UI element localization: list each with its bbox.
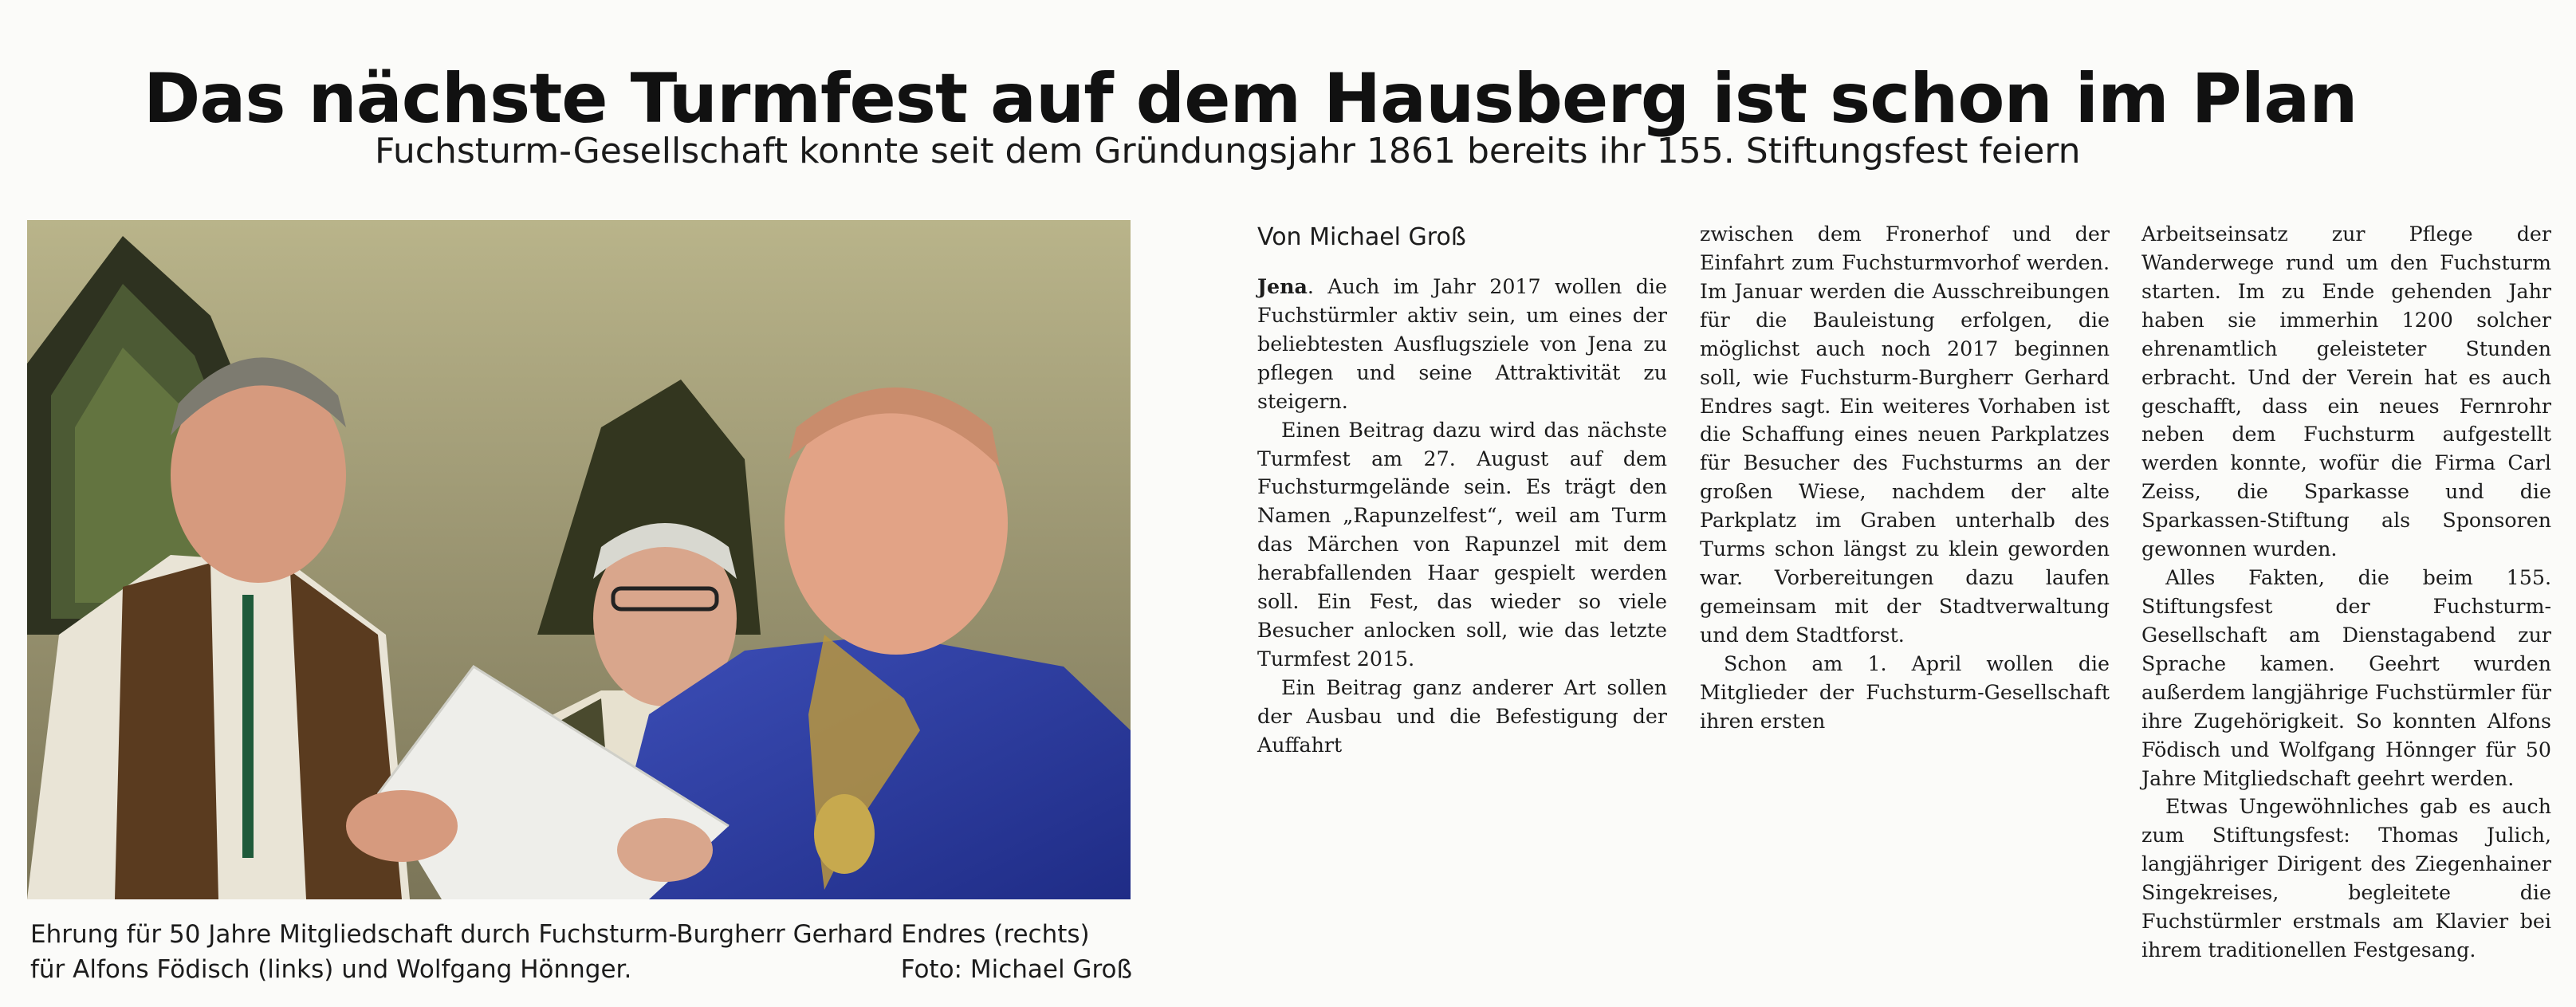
article-paragraph-2: Einen Beitrag dazu wird das nächste Turmfest am 27. August auf dem Fuchsturmgelände sein. Es trägt den Namen „Rapunzelfest“, weil am Turm das Märchen von Rapunzel mit dem herabfallenden Haar gespielt werden soll. Ein Fest, das wieder so viele Besucher anlocken soll, wie das letzte Turmfest 2015.	[1257, 418, 1667, 671]
photo-illustration	[27, 220, 1131, 899]
article-column-1	[1257, 220, 1667, 760]
article-column-3	[2141, 220, 2551, 965]
byline: Von Michael Groß	[1257, 223, 1466, 251]
caption-line-1: Ehrung für 50 Jahre Mitgliedschaft durch Fuchsturm-Burgherr Gerhard Endres (rechts)	[30, 920, 1090, 949]
article-paragraph-1	[1257, 273, 1667, 416]
article-paragraph-1-text: . Auch im Jahr 2017 wollen die Fuchstürmler aktiv sein, um eines der beliebtesten Ausflugsziele von Jena zu pflegen und seine Attraktivität zu steigern.	[1257, 275, 1667, 413]
caption-line-2: für Alfons Födisch (links) und Wolfgang Hönnger.	[30, 955, 632, 984]
subheadline: Fuchsturm-Gesellschaft konnte seit dem Gründungsjahr 1861 bereits ihr 155. Stiftungsfest feiern	[375, 131, 2081, 171]
article-paragraph-3: Ein Beitrag ganz anderer Art sollen der Ausbau und die Befestigung der Auffahrt	[1257, 675, 1667, 757]
article-photo	[27, 220, 1131, 899]
article-paragraph-4-continued: Arbeitseinsatz zur Pflege der Wanderwege rund um den Fuchsturm starten. Im zu Ende gehenden Jahr haben sie immerhin 1200 solcher ehrenamtlich geleisteter Stunden erbracht. Und der Verein hat es auch geschafft, dass ein neues Fernrohr neben dem Fuchsturm aufgestellt werden konnte, wofür die Firma Carl Zeiss, die Sparkasse und die Sparkassen-Stiftung als Sponsoren gewonnen wurden.	[2141, 222, 2551, 561]
photo-caption	[30, 917, 1132, 987]
article-paragraph-4: Schon am 1. April wollen die Mitglieder der Fuchsturm-Gesellschaft ihren ersten	[1700, 651, 2110, 733]
photo-credit: Foto: Michael Groß	[900, 955, 1132, 984]
article-column-2	[1700, 220, 2110, 736]
dateline: Jena	[1257, 274, 1308, 298]
headline: Das nächste Turmfest auf dem Hausberg ist schon im Plan	[144, 58, 2358, 139]
article-paragraph-5: Alles Fakten, die beim 155. Stiftungsfest der Fuchsturm-Gesellschaft am Dienstagabend zur Sprache kamen. Geehrt wurden außerdem langjährige Fuchstürmler für ihre Zugehörigkeit. So konnten Alfons Födisch und Wolfgang Hönnger für 50 Jahre Mitgliedschaft geehrt werden.	[2141, 566, 2551, 790]
article-paragraph-3-continued: zwischen dem Fronerhof und der Einfahrt zum Fuchsturmvorhof werden. Im Januar werden die Ausschreibungen für die Bauleistung erfolgen, die möglichst auch noch 2017 beginnen soll, wie Fuchsturm-Burgherr Gerhard Endres sagt. Ein weiteres Vorhaben ist die Schaffung eines neuen Parkplatzes für Besucher des Fuchsturms an der großen Wiese, nachdem der alte Parkplatz im Graben unterhalb des Turms schon längst zu klein geworden war. Vorbereitungen dazu laufen gemeinsam mit der Stadtverwaltung und dem Stadtforst.	[1700, 222, 2110, 647]
article-paragraph-6: Etwas Ungewöhnliches gab es auch zum Stiftungsfest: Thomas Julich, langjähriger Dirigent des Ziegenhainer Singekreises, begleitete die Fuchstürmler erstmals am Klavier bei ihrem traditionellen Festgesang.	[2141, 795, 2551, 962]
